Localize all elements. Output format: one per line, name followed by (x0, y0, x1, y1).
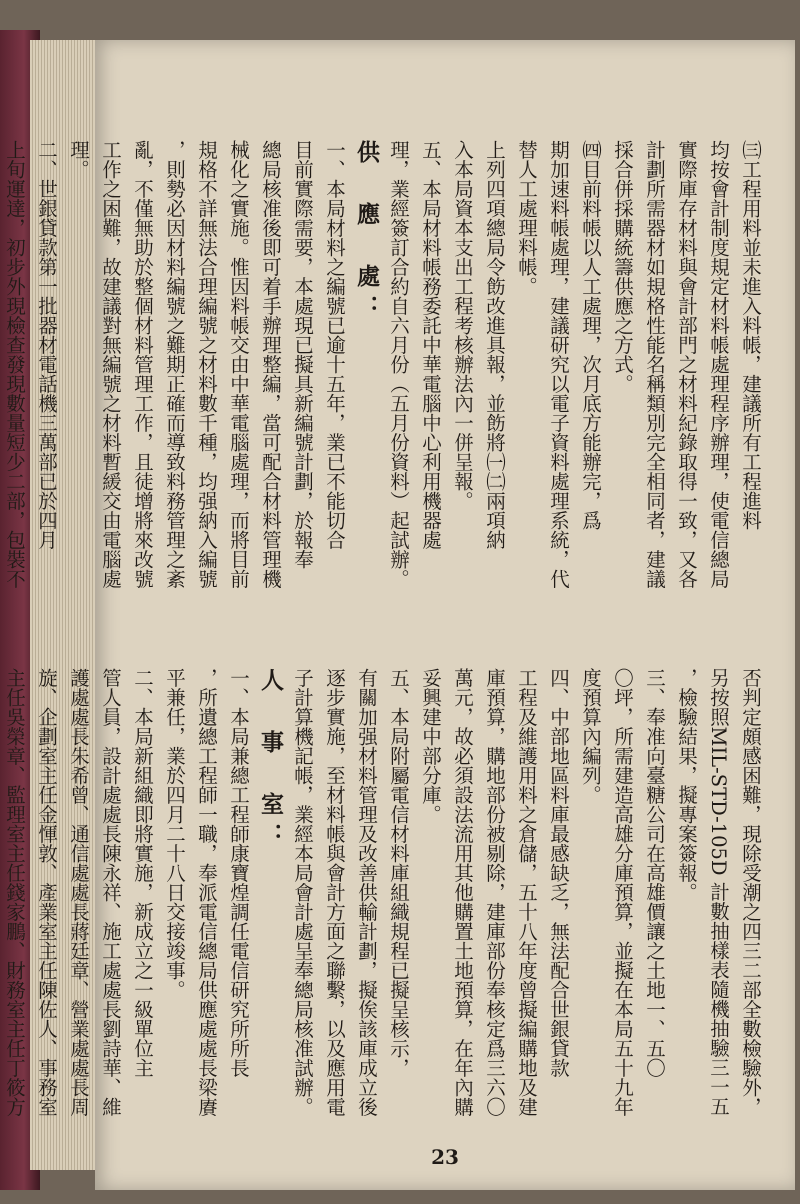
text-column: 子計算機記帳，業經本局會計處呈奉總局核准試辦。 (291, 668, 314, 1117)
text-column: 二、本局新組織即將實施，新成立之一級單位主 (131, 668, 154, 1078)
text-column: 護處處長朱希曾、通信處處長蔣廷章、營業處處長周 (67, 668, 90, 1117)
text-column: 否判定頗感困難，現除受潮之四三二部全數檢驗外， (739, 668, 762, 1117)
text-column: 二、世銀貸款第一批器材電話機三萬部已於四月 (35, 140, 58, 550)
book-page (3, 40, 795, 1190)
text-column: 計劃所需器材如規格性能名稱類別完全相同者，建議 (643, 140, 666, 589)
text-column: 〇坪，所需建造高雄分庫預算，並擬在本局五十九年 (611, 668, 634, 1117)
text-column: ㈣目前料帳以人工處理，次月底方能辦完，爲 (579, 140, 602, 530)
text-column: 另按照MIL-STD-105D 計數抽樣表隨機抽驗三一五 (707, 668, 730, 1116)
text-column: 總局核准後即可着手辦理整編，當可配合材料管理機 (259, 140, 282, 589)
text-column: 規格不詳無法合理編號之材料數千種，均强納入編號 (195, 140, 218, 589)
text-column: ㈢工程用料並未進入料帳，建議所有工程進料 (739, 140, 762, 530)
text-column: 五、本局材料帳務委託中華電腦中心利用機器處 (419, 140, 442, 550)
text-column: 期加速料帳處理，建議研究以電子資料處理系統，代 (547, 140, 570, 589)
lower-text-block (3, 668, 765, 1148)
text-column: 平兼任，業於四月二十八日交接竣事。 (163, 668, 186, 1000)
text-column: 理，業經簽訂合約自六月份（五月份資料）起試辦。 (387, 140, 410, 589)
page-number: 23 (431, 1145, 459, 1169)
text-column: 四、中部地區料庫最感缺乏，無法配合世銀貸款 (547, 668, 570, 1078)
section-heading: 供 應 處： (353, 140, 380, 326)
text-column: 有關加强材料管理及改善供輸計劃，擬俟該庫成立後 (355, 668, 378, 1117)
text-column: 工程及維護用料之倉儲，五十八年度曾擬編購地及建 (515, 668, 538, 1117)
text-column: 替人工處理料帳。 (515, 140, 538, 296)
text-column: 萬元，故必須設法流用其他購置土地預算，在年內購 (451, 668, 474, 1117)
text-column: 入本局資本支出工程考核辦法內一併呈報。 (451, 140, 474, 511)
text-column: 主任吳榮章、監理室主任錢家鵬、財務室主任丁筱方 (3, 668, 26, 1117)
text-column: 目前實際需要，本處現已擬具新編號計劃，於報奉 (291, 140, 314, 569)
text-column: 度預算內編列。 (579, 668, 602, 805)
text-column: 實際庫存材料與會計部門之材料紀錄取得一致，又各 (675, 140, 698, 589)
text-column: 五、本局附屬電信材料庫組織規程已擬呈核示， (387, 668, 410, 1078)
text-column: 上旬運達，初步外現檢查發現數量短少二部，包裝不 (3, 140, 26, 589)
text-column: 逐步實施，至材料帳與會計方面之聯繫，以及應用電 (323, 668, 346, 1117)
text-column: 管人員，設計處處長陳永祥、施工處處長劉詩華、維 (99, 668, 122, 1117)
upper-text-block (3, 140, 765, 665)
text-column: 亂，不僅無助於整個材料管理工作，且徒增將來改號 (131, 140, 154, 589)
text-column: 均按會計制度規定材料帳處理程序辦理，使電信總局 (707, 140, 730, 589)
text-column: 妥興建中部分庫。 (419, 668, 442, 824)
text-column: 庫預算，購地部份被剔除，建庫部份奉核定爲三六〇 (483, 668, 506, 1117)
text-column: 工作之困難，故建議對無編號之材料暫緩交由電腦處 (99, 140, 122, 589)
text-column: 理。 (67, 140, 90, 179)
text-column: 採合併採購統籌供應之方式。 (611, 140, 634, 394)
text-column: ，則勢必因材料編號之難期正確而導致料務管理之紊 (163, 140, 186, 589)
text-column: 三、奉准向臺糖公司在高雄價讓之土地一、五〇 (643, 668, 666, 1078)
text-column: 械化之實施。惟因料帳交由中華電腦處理，而將目前 (227, 140, 250, 589)
text-column: ，所遺總工程師一職，奉派電信總局供應處處長梁賡 (195, 668, 218, 1117)
text-column: 一、本局材料之編號已逾十五年，業已不能切合 (323, 140, 346, 550)
text-column: 上列四項總局令飭改進具報，並飭將㈠㈡兩項納 (483, 140, 506, 550)
text-column: ，檢驗結果，擬專案簽報。 (675, 668, 698, 902)
section-heading: 人 事 室： (257, 668, 284, 854)
text-column: 旋、企劃室主任金惲敦、產業室主任陳佐人、事務室 (35, 668, 58, 1117)
text-column: 一、本局兼總工程師康寶煌調任電信研究所所長 (227, 668, 250, 1078)
